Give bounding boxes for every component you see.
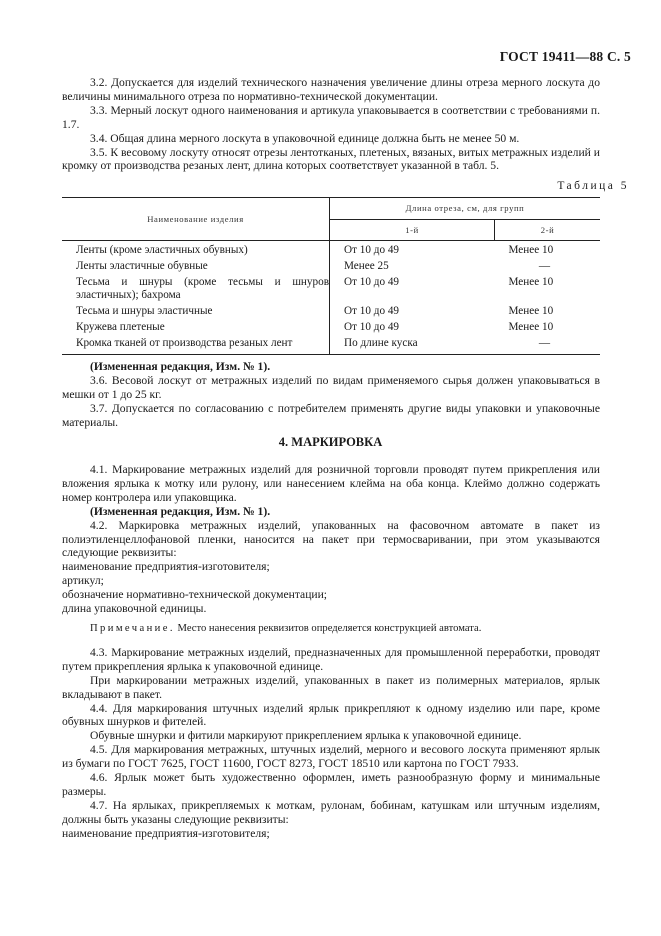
table-row [62, 273, 600, 302]
cell-name-text: Тесьма и шнуры (кроме тесьмы и шнуров эластичных); бахрома [76, 276, 329, 301]
table-row [62, 334, 600, 355]
paragraph-3-7: 3.7. Допускается по согласованию с потребителем применять другие виды упаковки и упаковочные материалы. [62, 401, 600, 429]
cell-group-2: — [538, 260, 550, 272]
paragraph-4-1: 4.1. Маркирование метражных изделий для розничной торговли проводят путем прикрепления или вложения ярлыка к мотку или рулону, или нанесением клейма на оба конца. Клеймо должно содержать номер контролера или упаковщика. [62, 463, 600, 504]
cell-group-2: Менее 10 [508, 321, 554, 333]
list-item: наименование предприятия-изготовителя; [62, 560, 270, 574]
note-label: Примечание. [90, 622, 175, 634]
cell-group-1: Менее 25 [330, 257, 495, 273]
paragraph-4-5: 4.5. Для маркирования метражных, штучных изделий, мерного и весового лоскута применяют ярлык из бумаги по ГОСТ 7625, ГОСТ 11600, ГОСТ 8273, ГОСТ 18510 или картона по ГОСТ 7933. [62, 743, 600, 771]
paragraph-4-7: 4.7. На ярлыках, прикрепляемых к моткам, рулонам, бобинам, катушкам или штучным изделиям, должны быть указаны следующие реквизиты: [62, 798, 600, 826]
cell-group-1: От 10 до 49 [330, 302, 495, 318]
cell-name: Ленты эластичные обувные [76, 260, 208, 272]
section-heading: 4. МАРКИРОВКА [278, 435, 383, 449]
paragraph-4-4: 4.4. Для маркирования штучных изделий ярлык прикрепляют к одному изделию или паре, кроме обувных шнурков и фителей. [62, 701, 600, 729]
table-row [62, 241, 600, 258]
cell-group-2: Менее 10 [508, 244, 554, 256]
header-group-1: 1-й [330, 219, 495, 241]
table-caption: Таблица 5 [557, 180, 629, 192]
amendment-note: (Измененная редакция, Изм. № 1). [90, 360, 271, 373]
header-item-name: Наименование изделия [62, 198, 330, 241]
cell-group-2: Менее 10 [508, 305, 554, 317]
table-row [62, 302, 600, 318]
paragraph-3-6: 3.6. Весовой лоскут от метражных изделий по видам применяемого сырья должен упаковываться в мешки от 1 до 25 кг. [62, 373, 600, 401]
paragraph-4-4-cont: Обувные шнурки и фитили маркируют прикреплением ярлыка к упаковочной единице. [90, 729, 522, 743]
note [62, 622, 600, 636]
cell-group-2: — [538, 337, 550, 349]
page-header: ГОСТ 19411—88 С. 5 [499, 49, 631, 64]
paragraph-3-5: 3.5. К весовому лоскуту относят отрезы лентотканых, плетеных, вязаных, витых метражных изделий и кромку от производства резаных лент, длина которых соответствует указанной в табл. 5. [62, 145, 600, 173]
header-group-2: 2-й [495, 219, 601, 241]
list-item: длина упаковочной единицы. [62, 602, 207, 616]
section3-end [62, 360, 600, 430]
section4-body [62, 463, 600, 841]
table-row [62, 318, 600, 334]
note-text: Место нанесения реквизитов определяется конструкцией автомата. [174, 622, 482, 634]
list-item: наименование предприятия-изготовителя; [62, 826, 270, 840]
header-length-group: Длина отреза, см, для групп [330, 198, 601, 220]
cell-group-1: От 10 до 49 [330, 241, 495, 258]
table-5 [62, 197, 600, 355]
paragraph-4-3-cont: При маркировании метражных изделий, упакованных в пакет из полимерных материалов, ярлык вкладывают в пакет. [62, 673, 600, 701]
cell-group-2: Менее 10 [508, 276, 554, 288]
list-item: артикул; [62, 574, 104, 588]
table-row [62, 257, 600, 273]
paragraph-3-2: 3.2. Допускается для изделий технического назначения увеличение длины отреза мерного лоскута до величины минимального отреза по нормативно-технической документации. [62, 76, 600, 103]
cell-name [62, 273, 330, 302]
cell-name: Тесьма и шнуры эластичные [76, 305, 213, 317]
cell-name: Кружева плетеные [76, 321, 165, 333]
cell-group-1: По длине куска [330, 334, 495, 355]
paragraph-3-3: 3.3. Мерный лоскут одного наименования и артикула упаковывается в соответствии с требованиями п. 1.7. [62, 103, 600, 131]
cell-group-1: От 10 до 49 [330, 318, 495, 334]
amendment-note: (Измененная редакция, Изм. № 1). [90, 504, 271, 518]
paragraph-4-6: 4.6. Ярлык может быть художественно оформлен, иметь разнообразную форму и минимальные размеры. [62, 771, 600, 798]
list-item: обозначение нормативно-технической документации; [62, 588, 328, 602]
section3-continued [62, 76, 600, 173]
paragraph-4-2: 4.2. Маркировка метражных изделий, упакованных на фасовочном автомате в пакет из полиэтиленцеллофановой пленки, наносится на пакет при термосваривании, при этом указываются следующие реквизиты: [62, 518, 600, 560]
cell-group-1: От 10 до 49 [330, 273, 495, 302]
paragraph-3-4: 3.4. Общая длина мерного лоскута в упаковочной единице должна быть не менее 50 м. [90, 131, 520, 145]
cell-name: Ленты (кроме эластичных обувных) [76, 244, 248, 256]
paragraph-4-3: 4.3. Маркирование метражных изделий, предназначенных для промышленной переработки, проводят путем прикрепления ярлыка к упаковочной единице. [62, 645, 600, 673]
cell-name: Кромка тканей от производства резаных лент [62, 334, 330, 355]
